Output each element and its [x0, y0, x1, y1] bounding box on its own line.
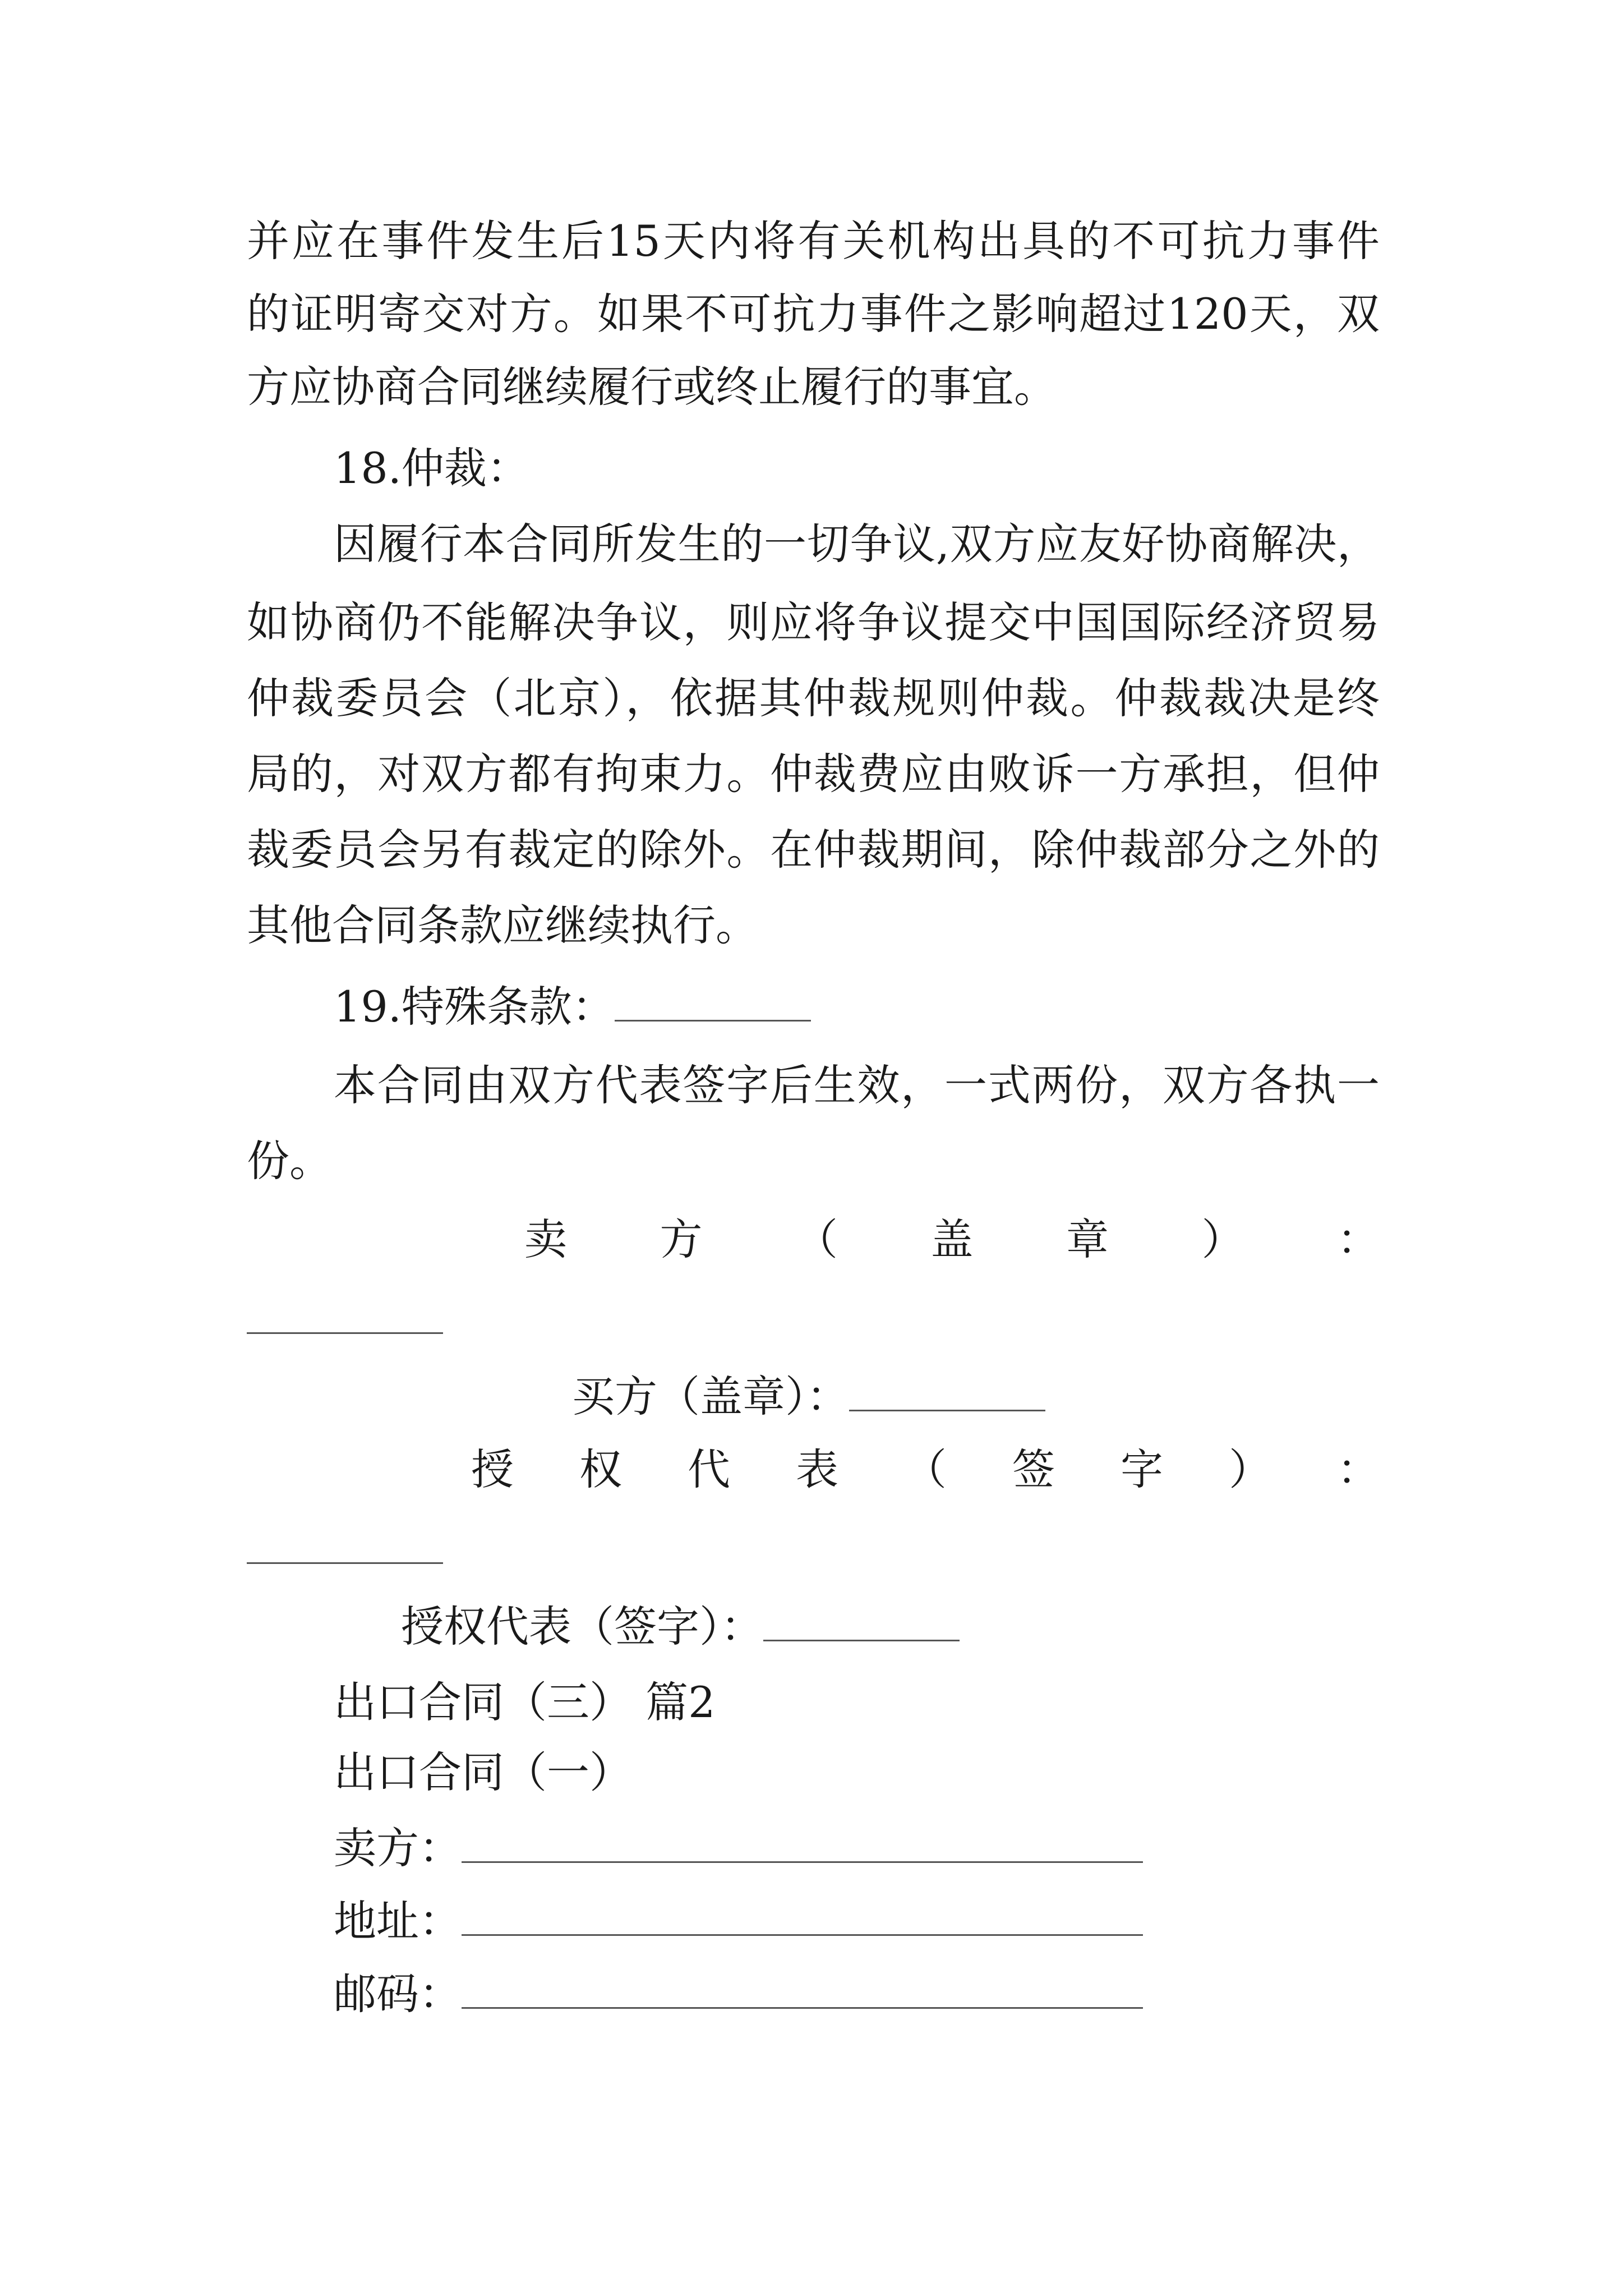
effect-clause-line: 本合同由双方代表签字后生效，一式两份，双方各执一	[334, 1060, 1380, 1110]
sign-char: 字	[1121, 1444, 1163, 1494]
seal-char: 盖	[930, 1214, 974, 1264]
clause-19-line	[334, 979, 1623, 1035]
postcode-label: 邮码：	[334, 1969, 462, 2019]
body-text-line: 的证明寄交对方。如果不可抗力事件之影响超过120天，双	[247, 289, 1380, 339]
address-field[interactable]	[462, 1901, 1143, 1936]
address-field-row	[334, 1893, 1623, 1949]
rep-sign-2-line	[401, 1599, 1623, 1655]
clause-18-text-line: 裁委员会另有裁定的除外。在仲裁期间，除仲裁部分之外的	[247, 825, 1380, 875]
clause-18-text-line: 仲裁委员会（北京），依据其仲裁规则仲裁。仲裁裁决是终	[247, 673, 1380, 723]
clause-18-title: 18.仲裁：	[334, 443, 529, 493]
seal-char: 卖	[524, 1214, 567, 1264]
seal-char: 章	[1066, 1214, 1109, 1264]
section-heading: 出口合同（三） 篇2	[334, 1677, 716, 1727]
buyer-seal-label: 买方（盖章）：	[572, 1372, 849, 1421]
seal-char: 方	[660, 1214, 703, 1264]
buyer-seal-blank[interactable]	[849, 1376, 1045, 1411]
sign-char: ：	[1337, 1444, 1380, 1494]
seller-field[interactable]	[462, 1828, 1143, 1863]
sign-char: 权	[579, 1444, 622, 1494]
special-terms-blank[interactable]	[615, 986, 811, 1022]
contract-title: 出口合同（一）	[334, 1747, 632, 1797]
rep-sign-blank[interactable]	[247, 1562, 443, 1564]
clause-19-title: 19.特殊条款：	[334, 982, 615, 1032]
sign-char: 代	[688, 1444, 730, 1494]
postcode-field-row	[334, 1966, 1623, 2022]
body-text-line: 方应协商合同继续履行或终止履行的事宜。	[247, 362, 1057, 412]
clause-18-text-line: 局的，对双方都有拘束力。仲裁费应由败诉一方承担，但仲	[247, 749, 1380, 799]
seal-char: （	[795, 1214, 838, 1264]
sign-char: 授	[471, 1444, 514, 1494]
sign-char: 签	[1012, 1444, 1055, 1494]
seller-seal-label	[524, 1212, 1380, 1268]
sign-char: （	[904, 1444, 947, 1494]
seal-char: ）	[1201, 1214, 1244, 1264]
rep-sign-2-label: 授权代表（签字）：	[401, 1602, 763, 1651]
effect-clause-line: 份。	[247, 1136, 332, 1186]
seller-field-row	[334, 1820, 1623, 1876]
address-label: 地址：	[334, 1896, 462, 1946]
sign-char: ）	[1229, 1444, 1271, 1494]
rep-sign-2-blank[interactable]	[763, 1606, 960, 1641]
seal-char: ：	[1337, 1214, 1380, 1264]
clause-18-text-line: 因履行本合同所发生的一切争议,双方应友好协商解决，	[334, 519, 1380, 569]
seller-seal-blank[interactable]	[247, 1332, 443, 1334]
buyer-seal-line	[572, 1369, 1623, 1425]
postcode-field[interactable]	[462, 1973, 1143, 2009]
body-text-line: 并应在事件发生后15天内将有关机构出具的不可抗力事件	[247, 216, 1380, 266]
clause-18-text-line: 其他合同条款应继续执行。	[247, 900, 758, 950]
seller-label: 卖方：	[334, 1823, 462, 1873]
sign-char: 表	[796, 1444, 838, 1494]
rep-sign-label	[471, 1442, 1380, 1498]
clause-18-text-line: 如协商仍不能解决争议，则应将争议提交中国国际经济贸易	[247, 597, 1380, 647]
